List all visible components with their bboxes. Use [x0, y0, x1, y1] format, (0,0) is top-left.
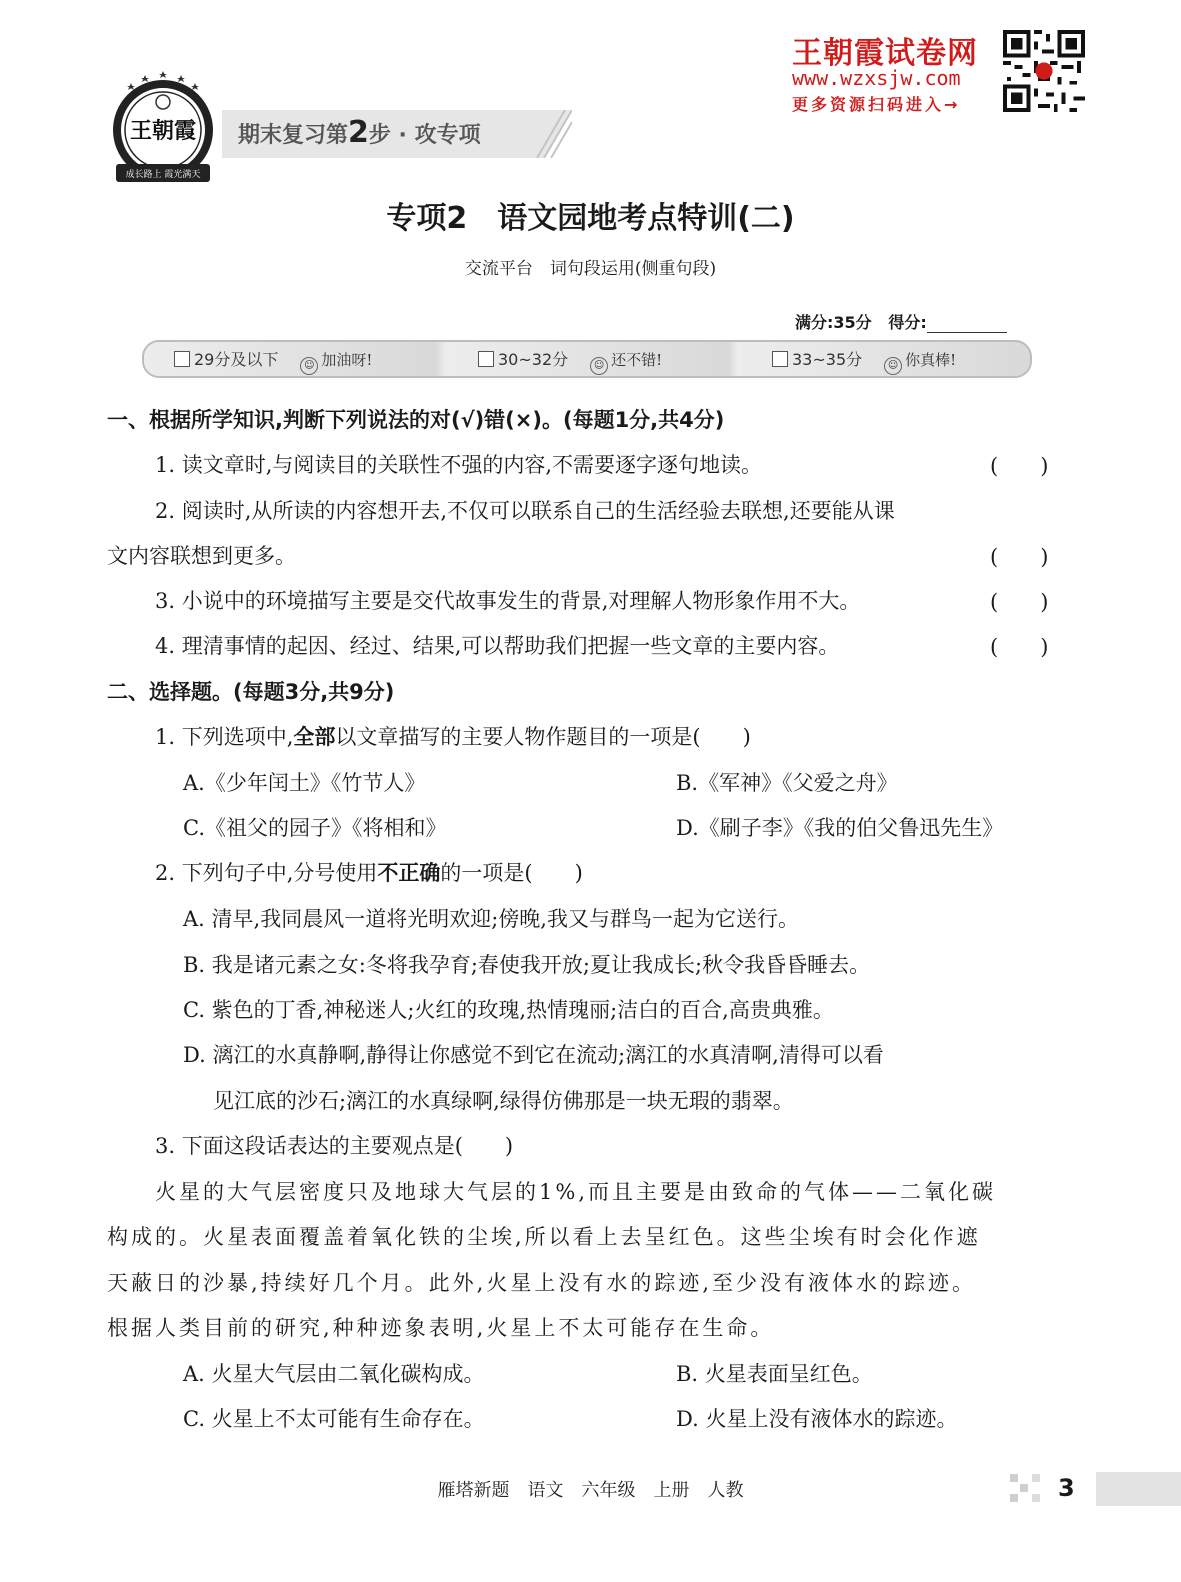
q3-option-a[interactable]: A. 火星大气层由二氧化碳构成。	[183, 1362, 485, 1386]
checkbox-icon[interactable]	[174, 351, 190, 367]
section-2-heading: 二、选择题。(每题3分,共9分)	[107, 680, 395, 704]
answer-paren-4[interactable]: ( )	[990, 635, 1049, 659]
full-score: 满分:35分	[795, 313, 872, 332]
brand-scan-hint: 更多资源扫码进入→	[792, 95, 961, 114]
choice-q2-stem: 2. 下列句子中,分号使用不正确的一项是( )	[155, 861, 583, 885]
score-got-label: 得分:	[888, 313, 927, 332]
choice-q3-stem: 3. 下面这段话表达的主要观点是( )	[155, 1134, 514, 1158]
qr-code-icon[interactable]	[1003, 30, 1085, 112]
smiley-icon: ☺	[590, 357, 608, 375]
page-title: 专项2 语文园地考点特训(二)	[386, 201, 795, 236]
q2-option-c[interactable]: C. 紫色的丁香,神秘迷人;火红的玫瑰,热情瑰丽;洁白的百合,高贵典雅。	[183, 998, 834, 1022]
judge-item-2-cont: 文内容联想到更多。	[107, 544, 296, 568]
q2-option-b[interactable]: B. 我是诸元素之女:冬将我孕育;春使我开放;夏让我成长;秋令我昏昏睡去。	[183, 953, 871, 977]
judge-item-1: 1. 读文章时,与阅读目的关联性不强的内容,不需要逐字逐句地读。	[155, 453, 763, 477]
choice-q1-stem: 1. 下列选项中,全部以文章描写的主要人物作题目的一项是( )	[155, 725, 751, 749]
brand-logo-badge	[108, 68, 218, 186]
q1-option-d[interactable]: D.《刷子李》《我的伯父鲁迅先生》	[676, 816, 1004, 840]
q3-passage-line: 天蔽日的沙暴,持续好几个月。此外,火星上没有水的踪迹,至少没有液体水的踪迹。	[107, 1271, 977, 1295]
page-number: 3	[1058, 1474, 1075, 1502]
score-level-bar	[142, 340, 1032, 378]
checkbox-icon[interactable]	[478, 351, 494, 367]
answer-paren-3[interactable]: ( )	[990, 590, 1049, 614]
q3-passage-line: 构成的。火星表面覆盖着氧化铁的尘埃,所以看上去呈红色。这些尘埃有时会化作遮	[107, 1225, 981, 1249]
q1-option-a[interactable]: A.《少年闰土》《竹节人》	[183, 771, 426, 795]
q2-option-d-cont: 见江底的沙石;漓江的水真绿啊,绿得仿佛那是一块无瑕的翡翠。	[213, 1089, 794, 1113]
svg-text:成长路上 霞光满天: 成长路上 霞光满天	[125, 170, 201, 180]
judge-item-2: 2. 阅读时,从所读的内容想开去,不仅可以联系自己的生活经验去联想,还要能从课	[155, 499, 895, 523]
score-level-3: 33~35分 ☺ 你真棒!	[772, 347, 956, 375]
score-level-2: 30~32分 ☺ 还不错!	[478, 347, 662, 375]
page-subtitle: 交流平台 词句段运用(侧重句段)	[464, 259, 717, 279]
q3-option-c[interactable]: C. 火星上不太可能有生命存在。	[183, 1407, 485, 1431]
q1-option-b[interactable]: B.《军神》《父爱之舟》	[676, 771, 898, 795]
brand-title: 王朝霞试卷网	[792, 36, 978, 71]
section-1-heading: 一、根据所学知识,判断下列说法的对(√)错(×)。(每题1分,共4分)	[107, 408, 725, 432]
judge-item-4: 4. 理清事情的起因、经过、结果,可以帮助我们把握一些文章的主要内容。	[155, 634, 840, 658]
q3-option-d[interactable]: D. 火星上没有液体水的踪迹。	[676, 1407, 958, 1431]
q2-option-d[interactable]: D. 漓江的水真静啊,静得让你感觉不到它在流动;漓江的水真清啊,清得可以看	[183, 1043, 884, 1067]
checkbox-icon[interactable]	[772, 351, 788, 367]
brand-url[interactable]: www.wzxsjw.com	[792, 66, 961, 90]
q3-passage-line: 根据人类目前的研究,种种迹象表明,火星上不太可能存在生命。	[107, 1316, 775, 1340]
smiley-icon: ☺	[884, 357, 902, 375]
step-banner: 期末复习第2步 · 攻专项	[238, 115, 481, 150]
judge-item-3: 3. 小说中的环境描写主要是交代故事发生的背景,对理解人物形象作用不大。	[155, 589, 861, 613]
q1-option-c[interactable]: C.《祖父的园子》《将相和》	[183, 816, 447, 840]
q3-passage-line: 火星的大气层密度只及地球大气层的1%,而且主要是由致命的气体——二氧化碳	[155, 1180, 996, 1204]
score-blank[interactable]	[927, 316, 1007, 333]
svg-text:王朝霞: 王朝霞	[129, 119, 197, 144]
score-level-1: 29分及以下 ☺ 加油呀!	[174, 347, 372, 375]
page-number-tab	[1010, 1472, 1181, 1506]
smiley-icon: ☺	[300, 357, 318, 375]
answer-paren-1[interactable]: ( )	[990, 454, 1049, 478]
q3-option-b[interactable]: B. 火星表面呈红色。	[676, 1362, 873, 1386]
q2-option-a[interactable]: A. 清早,我同晨风一道将光明欢迎;傍晚,我又与群鸟一起为它送行。	[183, 907, 799, 931]
answer-paren-2[interactable]: ( )	[990, 545, 1049, 569]
score-line	[795, 310, 1007, 333]
page-footer: 雁塔新题 语文 六年级 上册 人教	[437, 1480, 744, 1501]
